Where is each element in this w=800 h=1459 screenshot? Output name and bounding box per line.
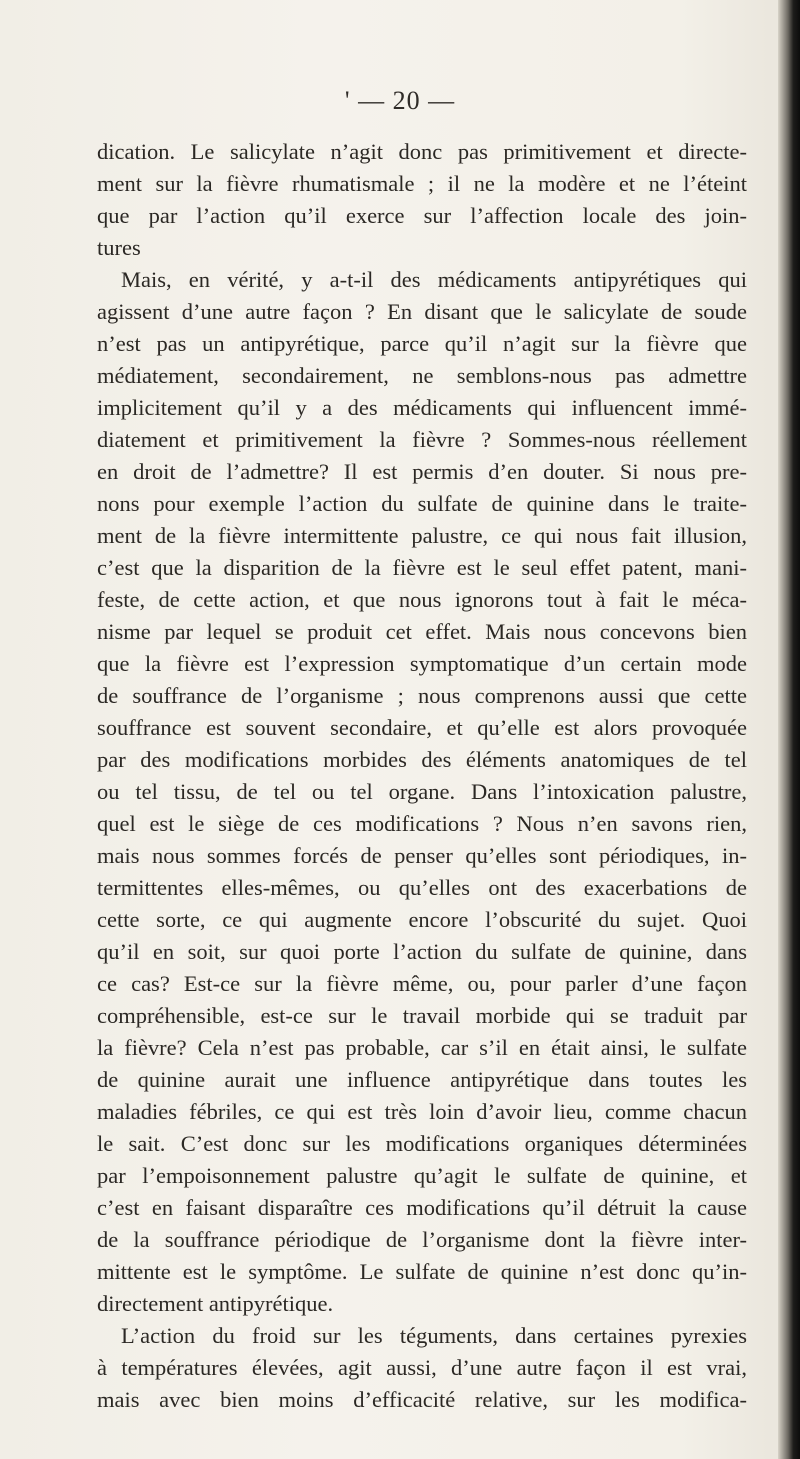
text-line: n’est pas un antipyrétique, parce qu’il n’agit sur la fièvre que: [97, 331, 747, 356]
text-line: agissent d’une autre façon ? En disant que le salicylate de soude: [97, 299, 747, 324]
text-line: mittente est le symptôme. Le sulfate de quinine n’est donc qu’in-: [97, 1259, 747, 1284]
text-line: termittentes elles-mêmes, ou qu’elles ont des exacerbations de: [97, 875, 747, 900]
text-line: nisme par lequel se produit cet effet. Mais nous concevons bien: [97, 619, 747, 644]
text-line: quel est le siège de ces modifications ? Nous n’en savons rien,: [97, 811, 747, 836]
text-line: ce cas? Est-ce sur la fièvre même, ou, pour parler d’une façon: [97, 971, 747, 996]
text-line: maladies fébriles, ce qui est très loin d’avoir lieu, comme chacun: [97, 1099, 747, 1124]
text-line: diatement et primitivement la fièvre ? Sommes-nous réellement: [97, 427, 747, 452]
text-line: compréhensible, est-ce sur le travail morbide qui se traduit par: [97, 1003, 747, 1028]
text-line: en droit de l’admettre? Il est permis d’en douter. Si nous pre-: [97, 459, 747, 484]
text-line: dication. Le salicylate n’agit donc pas primitivement et directe-: [97, 139, 747, 164]
text-line: mais nous sommes forcés de penser qu’elles sont périodiques, in-: [97, 843, 747, 868]
text-line: ment sur la fièvre rhumatismale ; il ne la modère et ne l’éteint: [97, 171, 747, 196]
text-line: par des modifications morbides des éléments anatomiques de tel: [97, 747, 747, 772]
text-line: de la souffrance périodique de l’organisme dont la fièvre inter-: [97, 1227, 747, 1252]
text-line: c’est en faisant disparaître ces modifications qu’il détruit la cause: [97, 1195, 747, 1220]
text-line: cette sorte, ce qui augmente encore l’obscurité du sujet. Quoi: [97, 907, 747, 932]
text-line: Mais, en vérité, y a-t-il des médicaments antipyrétiques qui: [121, 267, 747, 292]
body-text: [97, 136, 747, 1416]
text-line: que la fièvre est l’expression symptomatique d’un certain mode: [97, 651, 747, 676]
text-line: de quinine aurait une influence antipyrétique dans toutes les: [97, 1067, 747, 1092]
text-line: que par l’action qu’il exerce sur l’affection locale des join-: [97, 203, 747, 228]
book-spine-edge: [778, 0, 800, 1459]
text-line: le sait. C’est donc sur les modifications organiques déterminées: [97, 1131, 747, 1156]
text-line: qu’il en soit, sur quoi porte l’action du sulfate de quinine, dans: [97, 939, 747, 964]
text-line: de souffrance de l’organisme ; nous comprenons aussi que cette: [97, 683, 747, 708]
text-line: la fièvre? Cela n’est pas probable, car s’il en était ainsi, le sulfate: [97, 1035, 747, 1060]
text-line: nons pour exemple l’action du sulfate de quinine dans le traite-: [97, 491, 747, 516]
text-line: souffrance est souvent secondaire, et qu’elle est alors provoquée: [97, 715, 747, 740]
text-line: mais avec bien moins d’efficacité relative, sur les modifica-: [97, 1387, 747, 1412]
text-line: ment de la fièvre intermittente palustre, ce qui nous fait illusion,: [97, 523, 747, 548]
page-number: ' — 20 —: [344, 86, 456, 115]
text-line: médiatement, secondairement, ne semblons-nous pas admettre: [97, 363, 747, 388]
text-line: L’action du froid sur les téguments, dans certaines pyrexies: [121, 1323, 747, 1348]
text-line: ou tel tissu, de tel ou tel organe. Dans l’intoxication palustre,: [97, 779, 747, 804]
text-line: directement antipyrétique.: [97, 1291, 334, 1316]
text-line: à températures élevées, agit aussi, d’une autre façon il est vrai,: [97, 1355, 747, 1380]
text-line: c’est que la disparition de la fièvre est le seul effet patent, mani-: [97, 555, 747, 580]
text-line: implicitement qu’il y a des médicaments qui influencent immé-: [97, 395, 747, 420]
text-line: feste, de cette action, et que nous ignorons tout à fait le méca-: [97, 587, 747, 612]
text-line: tures: [97, 235, 141, 260]
text-line: par l’empoisonnement palustre qu’agit le sulfate de quinine, et: [97, 1163, 747, 1188]
